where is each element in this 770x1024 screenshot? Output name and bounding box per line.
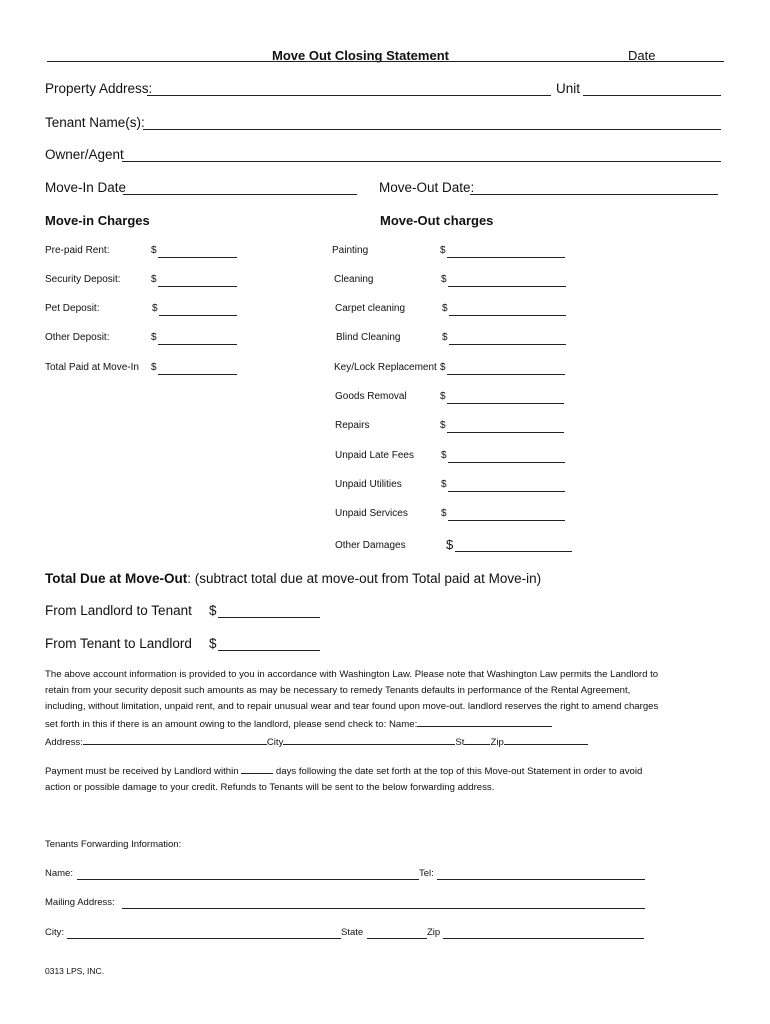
total-due-heading (45, 571, 541, 586)
forwarding-city-label: City: (45, 927, 64, 938)
payment-text-b: days following the date set forth at the top of this Move-out Statement in order to avoid (275, 766, 643, 777)
other-damages-label: Other Damages (335, 540, 406, 551)
total-due-note: : (subtract total due at move-out from Total paid at Move-in) (187, 571, 542, 586)
other-deposit-field[interactable] (158, 344, 237, 345)
unit-label: Unit (556, 81, 581, 96)
unpaid-services-field[interactable] (448, 520, 565, 521)
forwarding-heading: Tenants Forwarding Information: (45, 839, 182, 850)
blind-cleaning-label: Blind Cleaning (336, 332, 401, 343)
payment-text-a: Payment must be received by Landlord within (45, 766, 239, 777)
repairs-label: Repairs (335, 420, 370, 431)
dollar-sign: $ (442, 303, 448, 314)
painting-label: Painting (332, 245, 369, 256)
move-in-date-label: Move-In Date (45, 180, 127, 195)
blind-cleaning-field[interactable] (449, 344, 566, 345)
forwarding-tel-label: Tel: (419, 868, 434, 879)
cleaning-field[interactable] (448, 286, 566, 287)
forwarding-name-label: Name: (45, 868, 73, 879)
legal-notice-paragraph (45, 667, 730, 751)
unpaid-utilities-label: Unpaid Utilities (335, 479, 402, 490)
tenant-to-landlord-field[interactable] (218, 650, 320, 651)
notice-line-1: The above account information is provided to you in accordance with Washington Law. Please note that Washington Law permits the Landlord to (45, 669, 659, 680)
dollar-sign: $ (151, 245, 157, 256)
dollar-sign: $ (151, 274, 157, 285)
check-name-label: set forth in this if there is an amount owing to the landlord, please send check to: Name: (45, 719, 418, 730)
dollar-sign: $ (440, 245, 446, 256)
security-deposit-label: Security Deposit: (45, 274, 121, 285)
move-out-charges-heading: Move-Out charges (380, 213, 494, 228)
unpaid-utilities-field[interactable] (448, 491, 565, 492)
page-title: Move Out Closing Statement (272, 48, 449, 63)
key-lock-replacement-field[interactable] (447, 374, 565, 375)
key-lock-replacement-label: Key/Lock Replacement (334, 362, 437, 373)
mailing-address-label: Mailing Address: (45, 897, 115, 908)
dollar-sign: $ (209, 636, 217, 651)
total-paid-move-in-field[interactable] (158, 374, 237, 375)
tenant-to-landlord-label: From Tenant to Landlord (45, 636, 192, 651)
city-field[interactable] (283, 733, 455, 745)
other-damages-field[interactable] (455, 551, 572, 552)
title-left-rule (47, 61, 272, 62)
carpet-cleaning-field[interactable] (449, 315, 566, 316)
total-due-label: Total Due at Move-Out (45, 571, 188, 586)
dollar-sign: $ (441, 479, 447, 490)
date-label: Date (628, 48, 656, 63)
title-right-rule (272, 61, 628, 62)
property-address-label: Property Address: (45, 81, 153, 96)
date-field[interactable] (628, 61, 724, 62)
tenant-names-field[interactable] (143, 129, 721, 130)
payment-days-field[interactable] (241, 762, 273, 774)
forwarding-tel-field[interactable] (437, 879, 645, 880)
dollar-sign: $ (209, 603, 217, 618)
other-deposit-label: Other Deposit: (45, 332, 110, 343)
landlord-to-tenant-label: From Landlord to Tenant (45, 603, 192, 618)
unpaid-services-label: Unpaid Services (335, 508, 408, 519)
address-label: Address: (45, 737, 83, 748)
payment-line-1 (45, 762, 730, 780)
tenant-names-label: Tenant Name(s): (45, 115, 145, 130)
forwarding-zip-field[interactable] (443, 938, 644, 939)
unit-field[interactable] (583, 95, 721, 96)
landlord-to-tenant-field[interactable] (218, 617, 320, 618)
notice-line-3: including, without limitation, unpaid rent, and to repair unusual wear and tear found upon move-out. landlord reserves the right to amend charges (45, 701, 659, 712)
prepaid-rent-field[interactable] (158, 257, 237, 258)
dollar-sign: $ (441, 508, 447, 519)
carpet-cleaning-label: Carpet cleaning (335, 303, 406, 314)
dollar-sign: $ (151, 332, 157, 343)
notice-line-2: retain from your security deposit such amounts as may be necessary to remedy Tenants defaults in performance of the Rental Agreement, (45, 685, 631, 696)
total-paid-move-in-label: Total Paid at Move-In (45, 362, 139, 373)
zip-field[interactable] (504, 733, 588, 745)
st-label: St (455, 737, 465, 748)
move-in-charges-heading: Move-in Charges (45, 213, 150, 228)
payment-line-2: action or possible damage to your credit. Refunds to Tenants will be sent to the below forwarding address. (45, 782, 495, 793)
pet-deposit-field[interactable] (159, 315, 237, 316)
forwarding-name-field[interactable] (77, 879, 419, 880)
forwarding-zip-label: Zip (427, 927, 441, 938)
notice-address-line (45, 733, 730, 751)
dollar-sign: $ (441, 274, 447, 285)
dollar-sign: $ (152, 303, 158, 314)
unpaid-late-fees-label: Unpaid Late Fees (335, 450, 414, 461)
dollar-sign: $ (440, 391, 446, 402)
cleaning-label: Cleaning (334, 274, 374, 285)
move-out-date-field[interactable] (470, 194, 718, 195)
dollar-sign: $ (442, 332, 448, 343)
forwarding-state-label: State (341, 927, 364, 938)
dollar-sign: $ (441, 450, 447, 461)
prepaid-rent-label: Pre-paid Rent: (45, 245, 110, 256)
owner-agent-field[interactable] (122, 161, 721, 162)
forwarding-city-field[interactable] (67, 938, 341, 939)
move-in-date-field[interactable] (123, 194, 357, 195)
goods-removal-label: Goods Removal (335, 391, 407, 402)
zip-label: Zip (490, 737, 504, 748)
repairs-field[interactable] (447, 432, 564, 433)
owner-agent-label: Owner/Agent (45, 147, 124, 162)
property-address-field[interactable] (147, 95, 551, 96)
payment-paragraph (45, 762, 730, 796)
address-field[interactable] (83, 733, 267, 745)
city-label: City (266, 737, 284, 748)
check-name-field[interactable] (417, 715, 552, 727)
dollar-sign: $ (440, 420, 446, 431)
st-field[interactable] (464, 733, 490, 745)
notice-line-4 (45, 715, 730, 733)
goods-removal-field[interactable] (447, 403, 564, 404)
dollar-sign: $ (446, 537, 454, 552)
mailing-address-field[interactable] (122, 908, 645, 909)
forwarding-state-field[interactable] (367, 938, 427, 939)
pet-deposit-label: Pet Deposit: (45, 303, 100, 314)
footer-code: 0313 LPS, INC. (45, 966, 105, 976)
unpaid-late-fees-field[interactable] (448, 462, 565, 463)
move-out-date-label: Move-Out Date: (379, 180, 475, 195)
security-deposit-field[interactable] (158, 286, 237, 287)
dollar-sign: $ (151, 362, 157, 373)
painting-field[interactable] (447, 257, 565, 258)
dollar-sign: $ (440, 362, 446, 373)
